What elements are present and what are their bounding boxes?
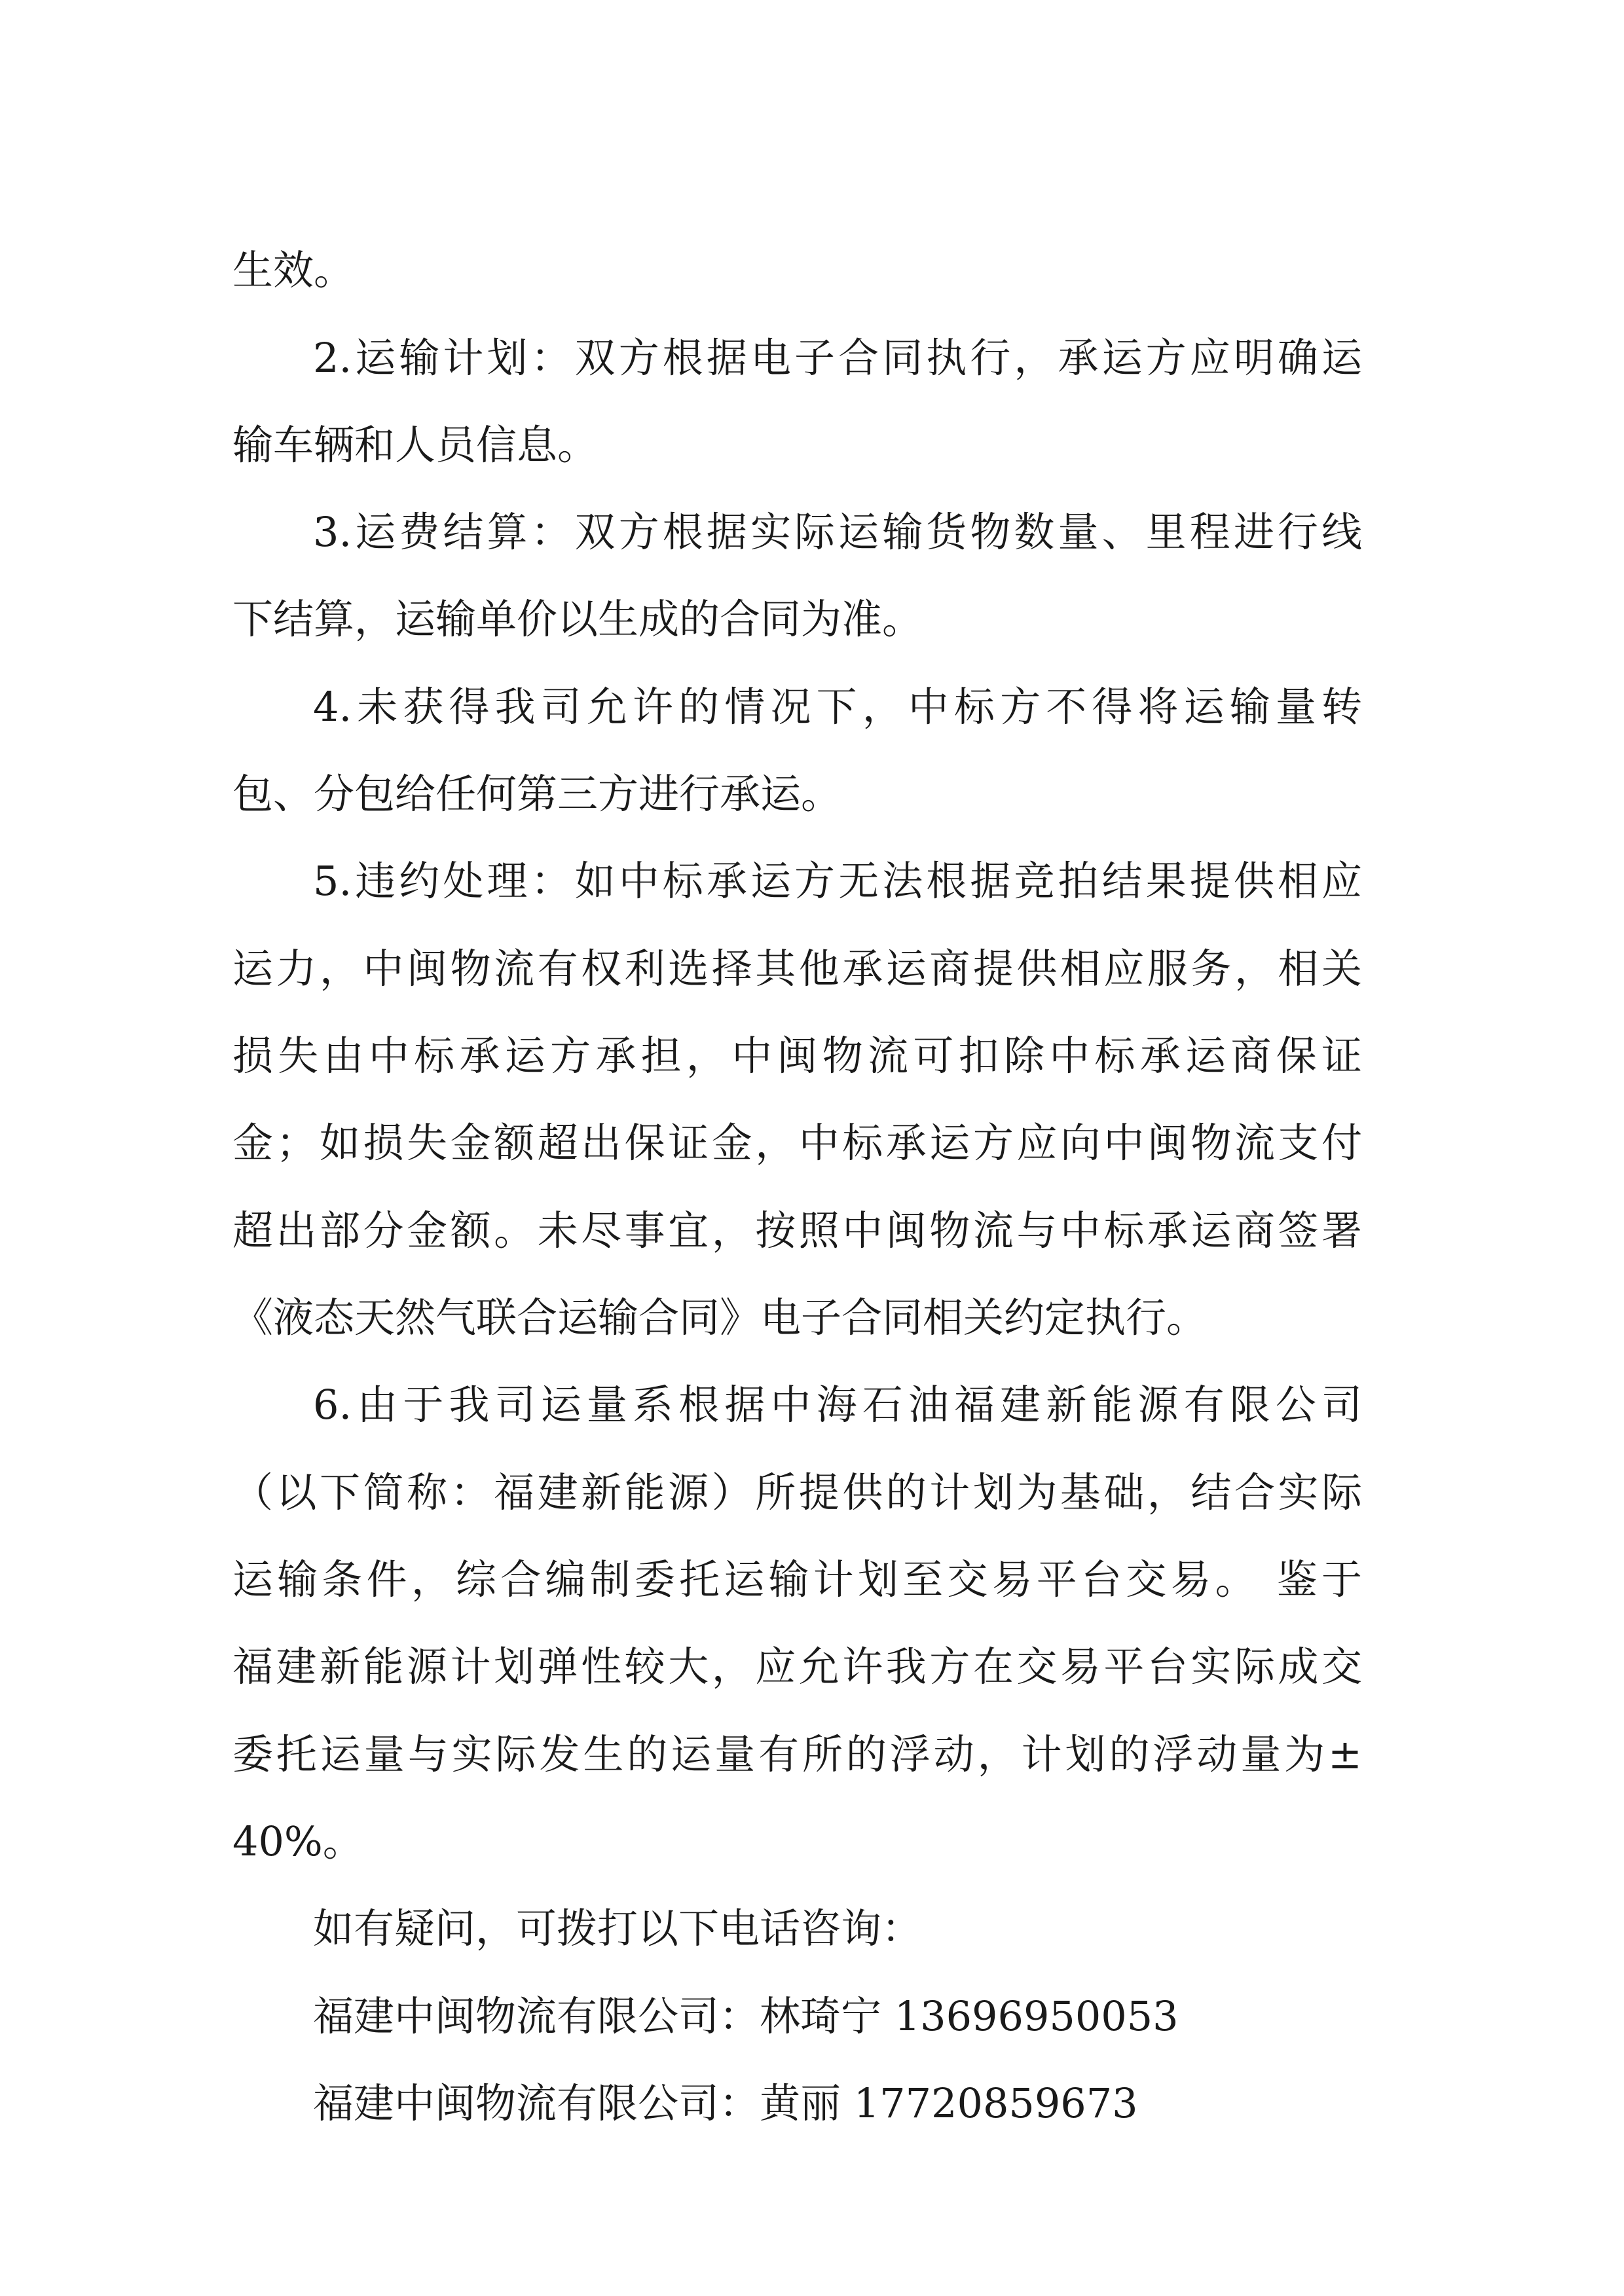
contact-line: 福建中闽物流有限公司：黄丽 17720859673 bbox=[313, 2079, 1138, 2127]
text-line: （以下简称：福建新能源）所提供的计划为基础，结合实际 bbox=[232, 1468, 1362, 1516]
text-line: 2.运输计划：双方根据电子合同执行，承运方应明确运 bbox=[313, 334, 1362, 382]
text-line: 福建新能源计划弹性较大，应允许我方在交易平台实际成交 bbox=[232, 1643, 1362, 1690]
text-line: 下结算，运输单价以生成的合同为准。 bbox=[232, 595, 923, 643]
contact-intro: 如有疑问，可拨打以下电话咨询： bbox=[313, 1904, 923, 1952]
text-line: 4.未获得我司允许的情况下，中标方不得将运输量转 bbox=[313, 683, 1362, 731]
text-line: 金；如损失金额超出保证金，中标承运方应向中闽物流支付 bbox=[232, 1119, 1362, 1167]
text-line: 3.运费结算：双方根据实际运输货物数量、里程进行线 bbox=[313, 508, 1362, 556]
text-line: 输车辆和人员信息。 bbox=[232, 421, 599, 469]
text-line: 超出部分金额。未尽事宜，按照中闽物流与中标承运商签署 bbox=[232, 1207, 1362, 1254]
text-line: 6.由于我司运量系根据中海石油福建新能源有限公司 bbox=[313, 1381, 1362, 1429]
text-line: 生效。 bbox=[232, 246, 355, 294]
text-line: 损失由中标承运方承担，中闽物流可扣除中标承运商保证 bbox=[232, 1032, 1362, 1080]
text-line: 5.违约处理：如中标承运方无法根据竞拍结果提供相应 bbox=[313, 857, 1362, 905]
text-line: 委托运量与实际发生的运量有所的浮动，计划的浮动量为± bbox=[232, 1730, 1362, 1778]
text-line: 运力，中闽物流有权利选择其他承运商提供相应服务，相关 bbox=[232, 945, 1362, 993]
text-line: 运输条件，综合编制委托运输计划至交易平台交易。 鉴于 bbox=[232, 1556, 1362, 1603]
text-line: 《液态天然气联合运输合同》电子合同相关约定执行。 bbox=[232, 1294, 1208, 1341]
contact-line: 福建中闽物流有限公司：林琦宁 13696950053 bbox=[313, 1992, 1179, 2040]
text-line: 40%。 bbox=[232, 1817, 363, 1865]
text-line: 包、分包给任何第三方进行承运。 bbox=[232, 770, 842, 818]
